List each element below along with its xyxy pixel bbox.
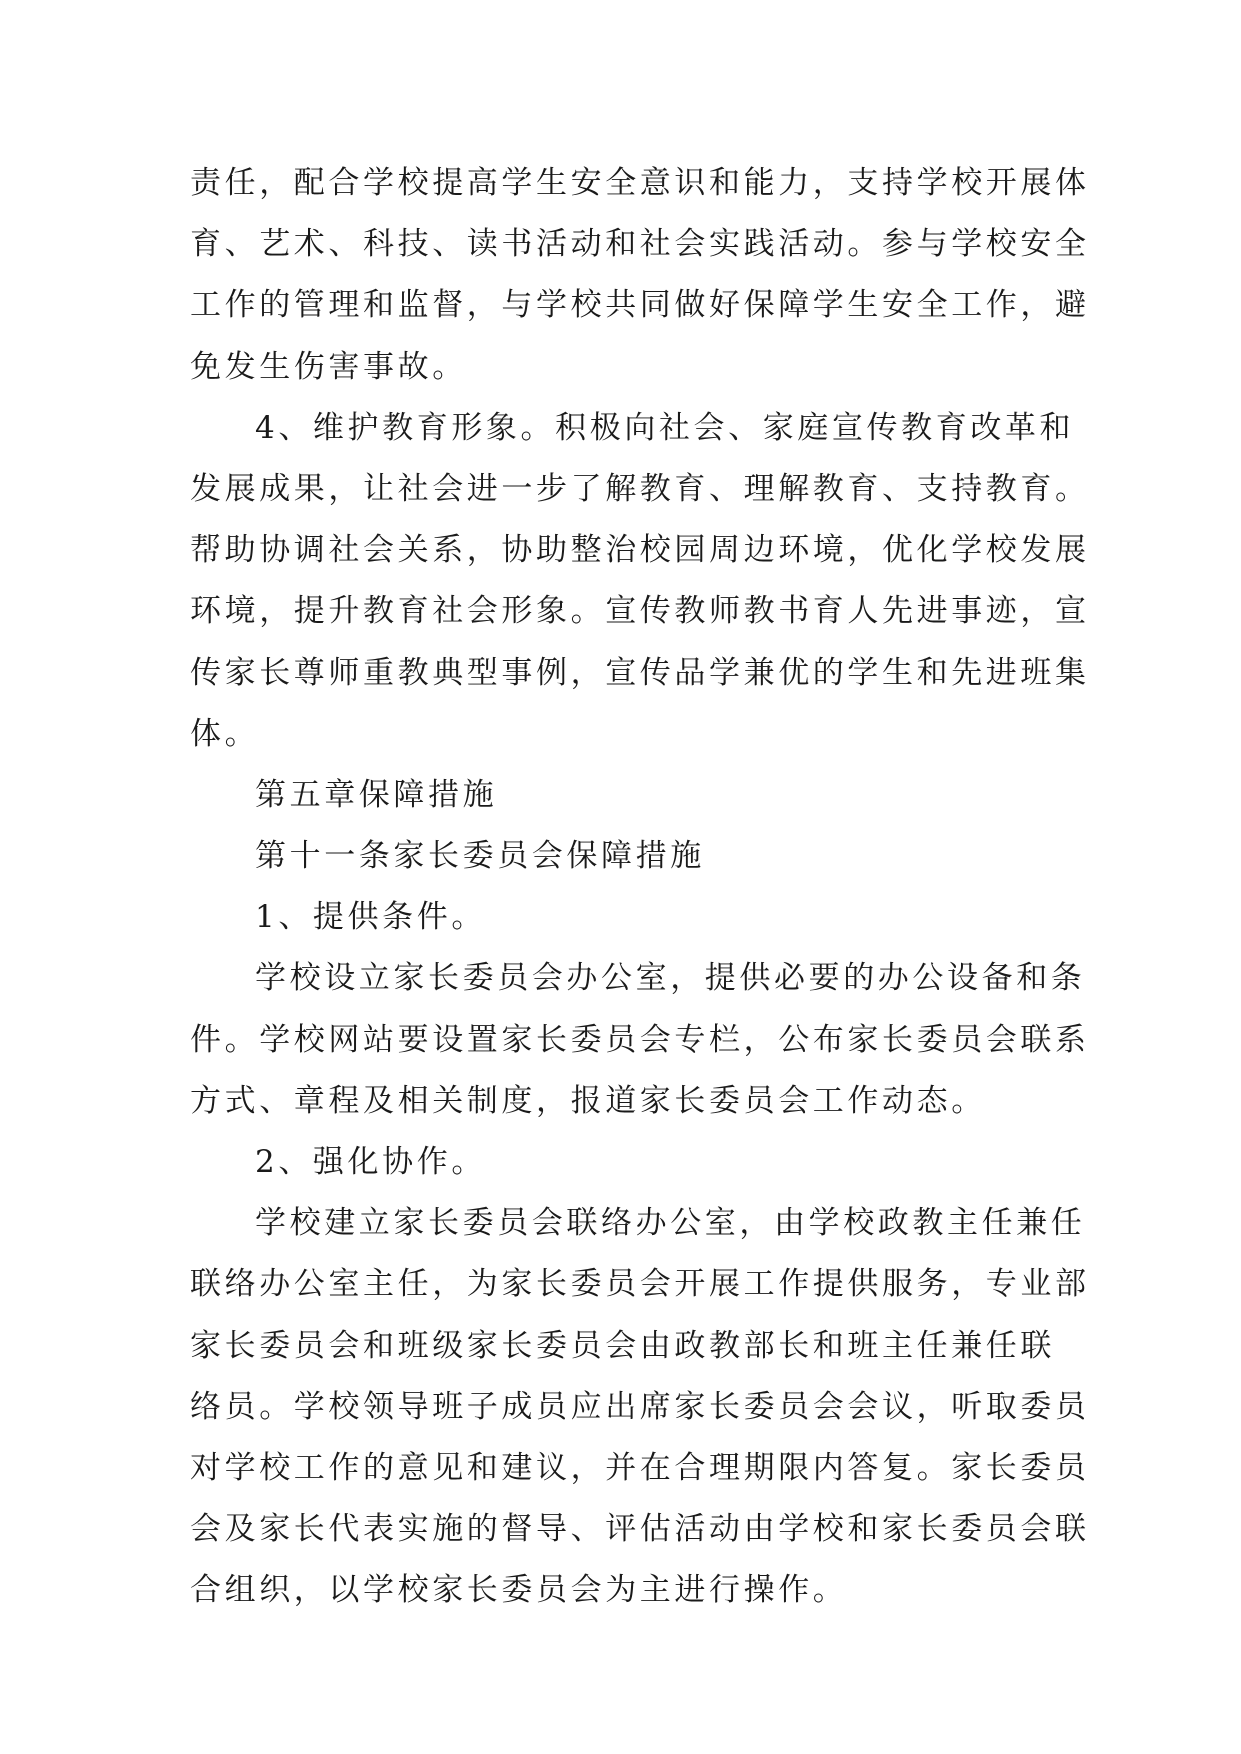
text-line: 工作的管理和监督，与学校共同做好保障学生安全工作，避 [190,287,1090,324]
text-line: 传家长尊师重教典型事例，宣传品学兼优的学生和先进班集 [190,654,1090,691]
text-line: 帮助协调社会关系，协助整治校园周边环境，优化学校发展 [190,532,1090,569]
text-line: 责任，配合学校提高学生安全意识和能力，支持学校开展体 [190,165,1090,201]
text-line: 家长委员会和班级家长委员会由政教部长和班主任兼任联 [190,1327,1055,1364]
text-line: 联络办公室主任，为家长委员会开展工作提供服务，专业部 [190,1266,1090,1303]
text-line: 学校设立家长委员会办公室，提供必要的办公设备和条 [255,960,1086,997]
text-line: 件。学校网站要设置家长委员会专栏，公布家长委员会联系 [190,1021,1090,1058]
text-line: 络员。学校领导班子成员应出席家长委员会会议，听取委员 [190,1388,1090,1425]
text-line: 对学校工作的意见和建议，并在合理期限内答复。家长委员 [190,1449,1090,1486]
text-line: 环境，提升教育社会形象。宣传教师教书育人先进事迹，宣 [190,593,1090,630]
text-line: 合组织，以学校家长委员会为主进行操作。 [190,1572,848,1609]
text-line: 会及家长代表实施的督导、评估活动由学校和家长委员会联 [190,1511,1090,1548]
text-line: 学校建立家长委员会联络办公室，由学校政教主任兼任 [255,1205,1086,1242]
article-heading: 第十一条家长委员会保障措施 [255,838,705,875]
chapter-heading: 第五章保障措施 [255,776,498,813]
text-line: 4、维护教育形象。积极向社会、家庭宣传教育改革和 [255,409,1075,446]
text-line: 育、艺术、科技、读书活动和社会实践活动。参与学校安全 [190,226,1090,263]
text-line: 体。 [190,715,260,752]
text-line: 方式、章程及相关制度，报道家长委员会工作动态。 [190,1082,986,1119]
item-heading: 2、强化协作。 [255,1144,486,1180]
document-page [190,153,1090,1622]
item-heading: 1、提供条件。 [255,899,486,936]
text-line: 发展成果，让社会进一步了解教育、理解教育、支持教育。 [190,470,1090,507]
text-line: 免发生伤害事故。 [190,348,467,385]
